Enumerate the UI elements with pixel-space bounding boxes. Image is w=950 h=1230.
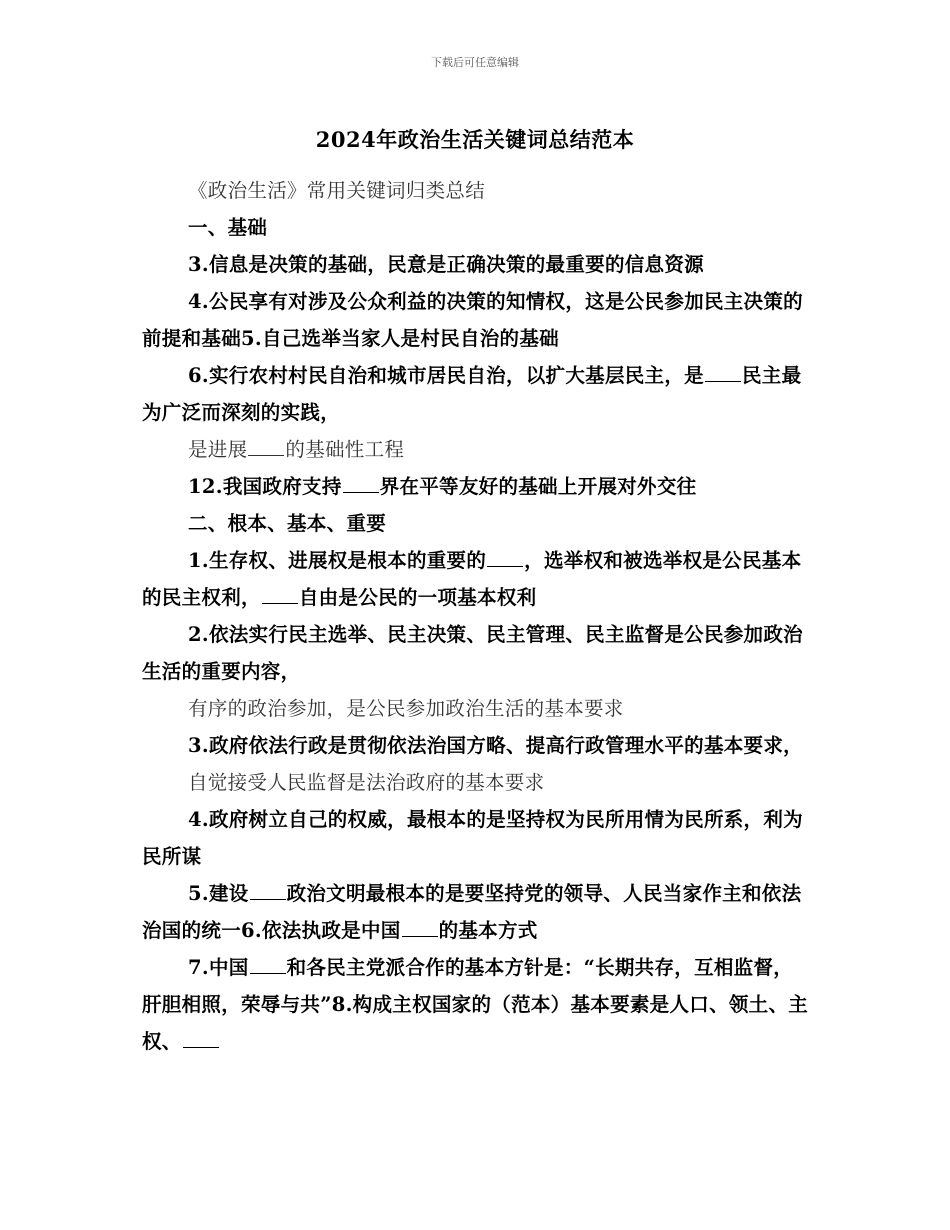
text-segment: 《政治生活》常用关键词归类总结 — [188, 179, 486, 202]
paragraph-intro — [142, 172, 812, 209]
fill-blank — [705, 363, 741, 382]
text-segment: 3.信息是决策的基础，民意是正确决策的最重要的信息资源 — [188, 253, 704, 276]
fill-blank — [250, 881, 286, 900]
document-body — [142, 172, 812, 1060]
paragraph-fund-item-5-6 — [142, 875, 812, 949]
fill-blank — [487, 548, 523, 567]
text-segment: 民主最为广泛而深刻的实践， — [142, 364, 802, 424]
text-segment: 2.依法实行民主选举、民主决策、民主管理、民主监督是公民参加政治生活的重要内容， — [142, 623, 803, 683]
text-segment: 自由是公民的一项基本权利 — [298, 586, 537, 609]
fill-blank — [250, 955, 286, 974]
text-segment: 1.生存权、进展权是根本的重要的 — [188, 549, 487, 572]
text-segment: ，选举权和被选举权是公民基本的民主权利， — [142, 549, 802, 609]
text-segment: 6.实行农村村民自治和城市居民自治，以扩大基层民主，是 — [188, 364, 704, 387]
text-segment: 一、基础 — [188, 216, 268, 239]
paragraph-fund-item-3 — [142, 727, 812, 764]
paragraph-item-6-cont — [142, 431, 812, 468]
document-title: 2024年政治生活关键词总结范本 — [315, 127, 635, 152]
text-segment: 4.政府树立自己的权威，最根本的是坚持权为民所用情为民所系，利为民所谋 — [142, 808, 803, 868]
text-segment: 自觉接受人民监督是法治政府的基本要求 — [188, 771, 545, 794]
section-heading-foundation — [142, 209, 812, 246]
text-segment: 和各民主党派合作的基本方针是：“长期共存，互相监督，肝胆相照，荣辱与共”8.构成主权国家的（范本）基本要素是人口、领土、主权、 — [142, 956, 809, 1053]
text-segment: 7.中国 — [188, 956, 249, 979]
text-segment: 的基础性工程 — [285, 438, 405, 461]
paragraph-fund-item-3-cont — [142, 764, 812, 801]
paragraph-item-6 — [142, 357, 812, 431]
text-segment: 3.政府依法行政是贯彻依法治国方略、提高行政管理水平的基本要求， — [188, 734, 803, 757]
text-segment: 有序的政治参加，是公民参加政治生活的基本要求 — [188, 697, 624, 720]
paragraph-fund-item-7-8 — [142, 949, 812, 1060]
paragraph-fund-item-4 — [142, 801, 812, 875]
text-segment: 5.建设 — [188, 882, 249, 905]
fill-blank — [248, 437, 284, 456]
text-segment: 4.公民享有对涉及公众利益的决策的知情权，这是公民参加民主决策的前提和基础5.自己选举当家人是村民自治的基础 — [142, 290, 803, 350]
paragraph-item-4-5 — [142, 283, 812, 357]
paragraph-fund-item-1 — [142, 542, 812, 616]
paragraph-fund-item-2 — [142, 616, 812, 690]
fill-blank — [343, 474, 379, 493]
paragraph-fund-item-2-cont — [142, 690, 812, 727]
text-segment: 界在平等友好的基础上开展对外交往 — [379, 475, 697, 498]
section-heading-fundamental — [142, 505, 812, 542]
text-segment: 二、根本、基本、重要 — [188, 512, 387, 535]
fill-blank — [262, 585, 298, 604]
paragraph-item-3 — [142, 246, 812, 283]
page-header-note: 下载后可任意编辑 — [431, 56, 519, 69]
text-segment: 政治文明最根本的是要坚持党的领导、人民当家作主和依法治国的统一6.依法执政是中国 — [142, 882, 802, 942]
text-segment: 是进展 — [188, 438, 248, 461]
fill-blank — [402, 918, 438, 937]
text-segment: 的基本方式 — [438, 919, 538, 942]
paragraph-item-12 — [142, 468, 812, 505]
text-segment: 12.我国政府支持 — [188, 475, 342, 498]
fill-blank — [183, 1029, 219, 1048]
